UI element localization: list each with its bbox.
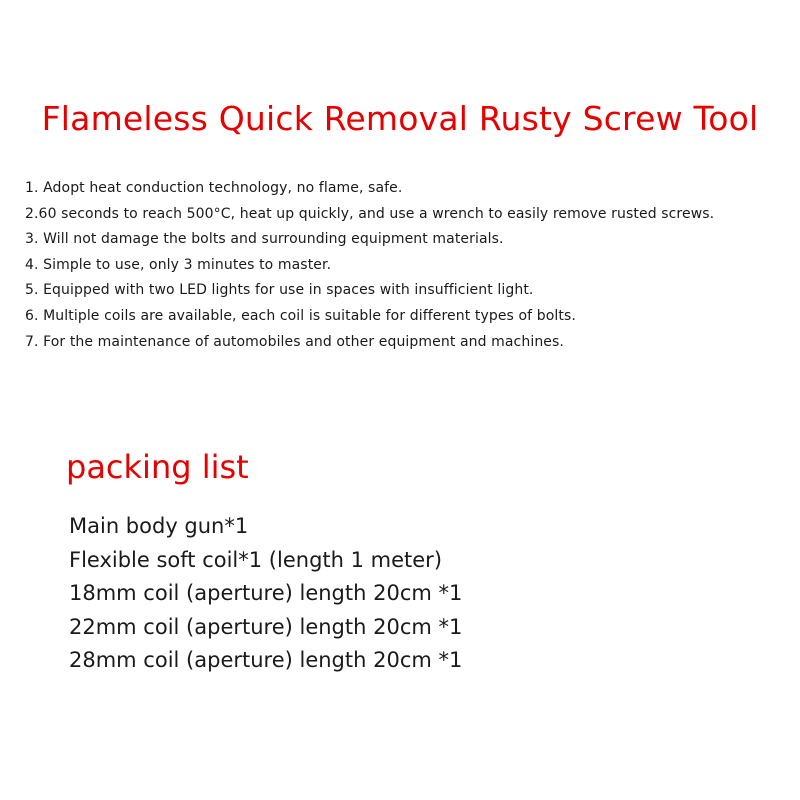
feature-item: 3. Will not damage the bolts and surrounding equipment materials. bbox=[25, 231, 504, 248]
feature-item: 5. Equipped with two LED lights for use in spaces with insufficient light. bbox=[25, 282, 534, 299]
packing-item: 28mm coil (aperture) length 20cm *1 bbox=[69, 648, 463, 672]
feature-list bbox=[25, 176, 714, 355]
feature-item: 2.60 seconds to reach 500°C, heat up quickly, and use a wrench to easily remove rusted screws. bbox=[25, 205, 715, 222]
feature-item: 1. Adopt heat conduction technology, no flame, safe. bbox=[25, 180, 403, 196]
feature-item: 6. Multiple coils are available, each coil is suitable for different types of bolts. bbox=[25, 307, 576, 324]
page-title: Flameless Quick Removal Rusty Screw Tool bbox=[41, 99, 759, 138]
feature-item: 4. Simple to use, only 3 minutes to master. bbox=[25, 256, 332, 273]
packing-list-heading: packing list bbox=[66, 448, 249, 486]
packing-item: Main body gun*1 bbox=[69, 514, 249, 538]
feature-item: 7. For the maintenance of automobiles and other equipment and machines. bbox=[25, 333, 564, 350]
packing-item: 18mm coil (aperture) length 20cm *1 bbox=[69, 581, 463, 605]
packing-item: 22mm coil (aperture) length 20cm *1 bbox=[69, 614, 463, 639]
packing-list bbox=[69, 510, 462, 678]
packing-item: Flexible soft coil*1 (length 1 meter) bbox=[69, 547, 443, 572]
